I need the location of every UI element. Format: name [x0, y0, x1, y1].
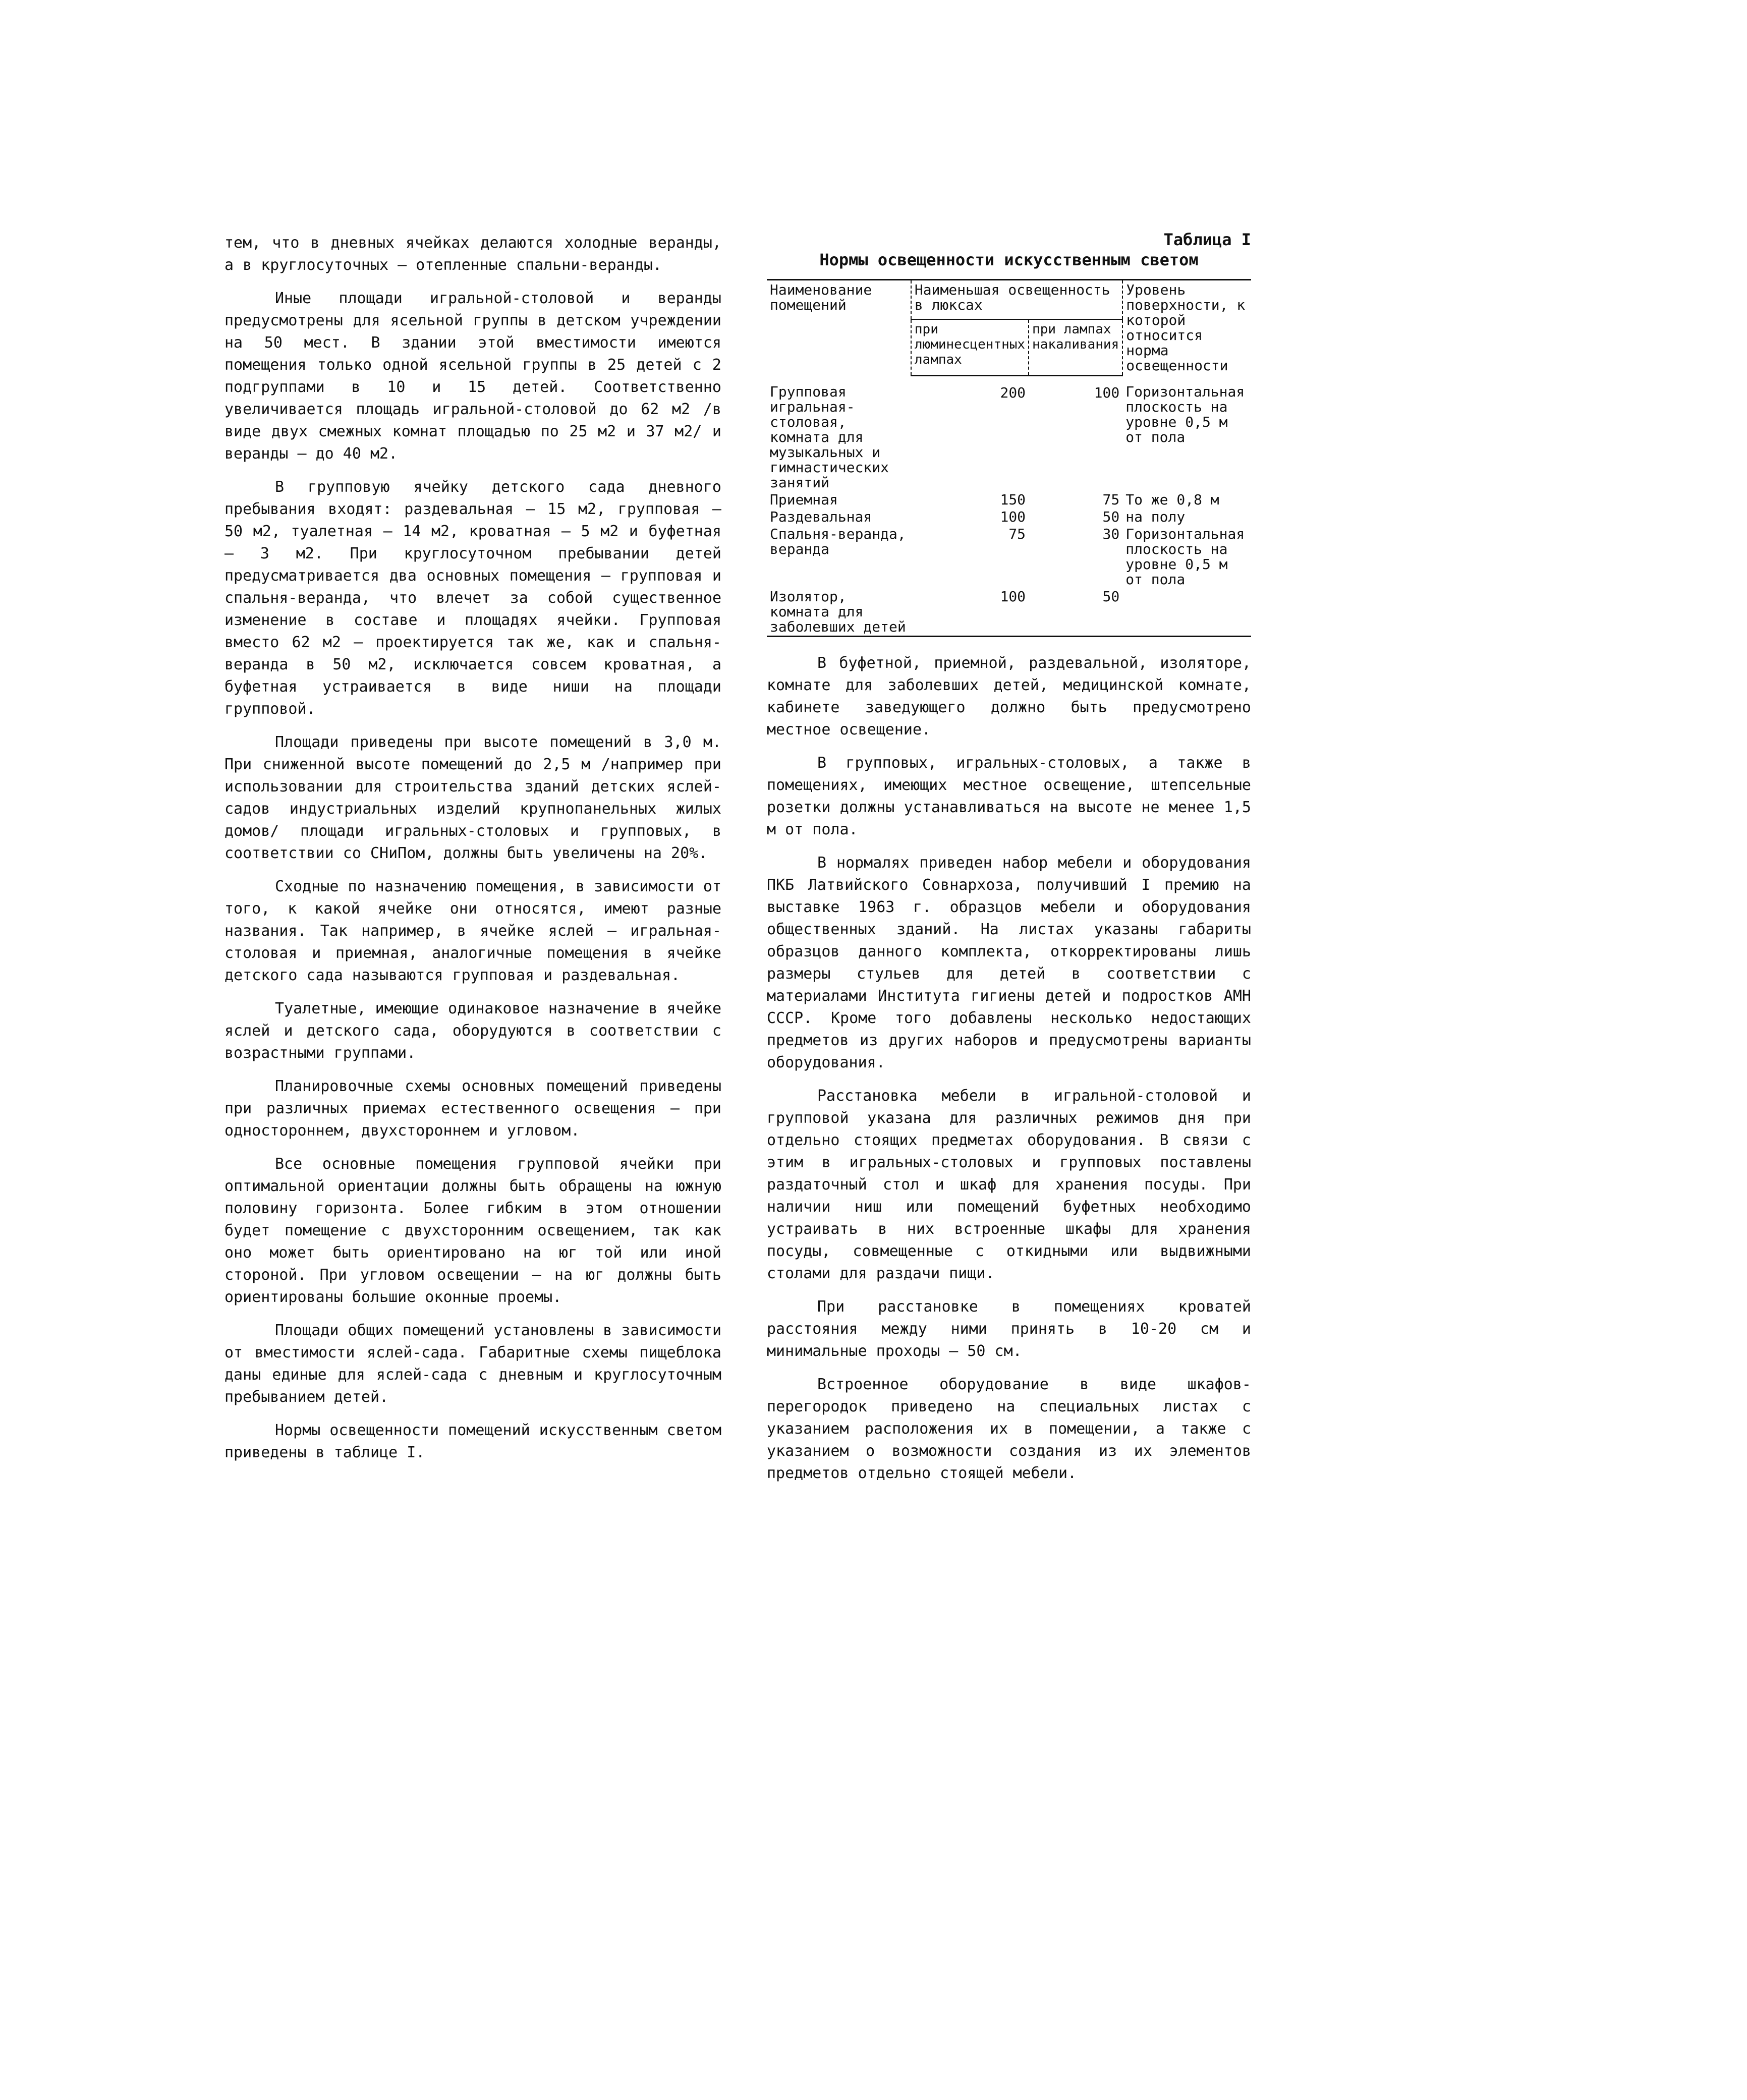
- cell-level: [1122, 588, 1251, 637]
- paragraph: В групповую ячейку детского сада дневного пребывания входят: раздевальная – 15 м2, групповая – 50 м2, туалетная – 14 м2, кроватная – 5 м2 и буфетная – 3 м2. При круглосуточном пребывании детей предусматривается два основных помещения – групповая и спальня-веранда, что влечет за собой существенное изменение в составе и площадях ячейки. Групповая вместо 62 м2 – проектируется так же, как и спальня-веранда в 50 м2, исключается совсем кроватная, а буфетная устраивается в виде ниши на площади групповой.: [224, 478, 721, 718]
- paragraph: Встроенное оборудование в виде шкафов-перегородок приведено на специальных листах с указанием расположения их в помещении, а также с указанием о возможности создания из их элементов предметов отдельно стоящей мебели.: [767, 1376, 1251, 1482]
- paragraph: Все основные помещения групповой ячейки при оптимальной ориентации должны быть обращены на южную половину горизонта. Более гибким в этом отношении будет помещение с двухсторонним освещением, так как оно может быть ориентировано на юг той или иной стороной. При угловом освещении – на юг должны быть ориентированы большие оконные проемы.: [224, 1155, 721, 1306]
- table-label: Таблица I: [1163, 230, 1251, 249]
- cell-room: Приемная: [770, 491, 838, 508]
- cell-incandescent: 100: [1094, 384, 1120, 401]
- header-min-lux: Наименьшая освещенность в люксах: [911, 280, 1122, 319]
- cell-fluorescent: 75: [1008, 526, 1026, 542]
- cell-level: То же 0,8 м: [1125, 491, 1219, 508]
- paragraph: тем, что в дневных ячейках делаются холодные веранды, а в круглосуточных – отепленные спальни-веранды.: [224, 234, 721, 274]
- paragraph: Планировочные схемы основных помещений приведены при различных приемах естественного освещения – при одностороннем, двухстороннем и угловом.: [224, 1077, 721, 1140]
- cell-fluorescent: 100: [1000, 588, 1026, 605]
- table-row: [767, 491, 1251, 508]
- cell-room: Изолятор, комната для заболевших детей: [770, 588, 906, 635]
- cell-fluorescent: 200: [1000, 384, 1026, 401]
- header-surface: Уровень поверхности, к которой относится норма освещенности: [1122, 280, 1251, 376]
- cell-level: Горизонтальная плоскость на уровне 0,5 м от пола: [1125, 526, 1245, 588]
- table-row: [767, 375, 1251, 491]
- cell-room: Групповая игральная-столовая, комната для музыкальных и гимнастических занятий: [770, 383, 889, 491]
- cell-incandescent: 50: [1102, 588, 1120, 605]
- cell-level: на полу: [1125, 508, 1186, 525]
- table-row: [767, 526, 1251, 588]
- header-fluorescent: при люминесцентных лампах: [911, 319, 1029, 375]
- paragraph: Нормы освещенности помещений искусственным светом приведены в таблице I.: [224, 1422, 722, 1461]
- paragraph: Туалетные, имеющие одинаковое назначение в ячейке яслей и детского сада, оборудуются в соответствии с возрастными группами.: [224, 1000, 722, 1062]
- cell-room: Раздевальная: [770, 508, 872, 525]
- cell-room: Спальня-веранда, веранда: [770, 526, 906, 557]
- paragraph: При расстановке в помещениях кроватей расстояния между ними принять в 10-20 см и минимальные проходы – 50 см.: [767, 1298, 1251, 1360]
- paragraph: В групповых, игральных-столовых, а также в помещениях, имеющих местное освещение, штепсельные розетки должны устанавливаться на высоте не менее 1,5 м от пола.: [767, 754, 1251, 838]
- table-row: [767, 508, 1251, 526]
- header-incandescent: при лампах накаливания: [1029, 319, 1122, 375]
- cell-incandescent: 50: [1102, 508, 1120, 525]
- paragraph: Площади общих помещений установлены в зависимости от вместимости яслей-сада. Габаритные схемы пищеблока даны единые для яслей-сада с дневным и круглосуточным пребыванием детей.: [224, 1322, 722, 1406]
- paragraph: Сходные по назначению помещения, в зависимости от того, к какой ячейке они относятся, имеют разные названия. Так например, в ячейке яслей – игральная-столовая и приемная, аналогичные помещения в ячейке детского сада называются групповая и раздевальная.: [224, 878, 722, 984]
- cell-incandescent: 30: [1102, 526, 1120, 542]
- left-text-column: [224, 232, 721, 1475]
- table-title: Нормы освещенности искусственным светом: [819, 250, 1199, 269]
- table-row: [767, 588, 1251, 637]
- illumination-table: [767, 279, 1251, 637]
- paragraph: Расстановка мебели в игральной-столовой и групповой указана для различных режимов дня при отдельно стоящих предметах оборудования. В связи с этим в игральных-столовых и групповых поставлены раздаточный стол и шкаф для хранения посуды. При наличии ниш или помещений буфетных необходимо устраивать в них встроенные шкафы для хранения посуды, совмещенные с откидными или выдвижными столами для раздачи пищи.: [767, 1087, 1251, 1282]
- right-text-column: [767, 230, 1251, 1496]
- cell-incandescent: 75: [1102, 491, 1120, 508]
- header-room: Наименование помещений: [770, 281, 872, 313]
- cell-fluorescent: 150: [1000, 491, 1026, 508]
- cell-fluorescent: 100: [1000, 508, 1026, 525]
- paragraph: В нормалях приведен набор мебели и оборудования ПКБ Латвийского Совнархоза, получивший I премию на выставке 1963 г. образцов мебели и оборудования общественных зданий. На листах указаны габариты образцов данного комплекта, откорректированы лишь размеры стульев для детей в соответствии с материалами Института гигиены детей и подростков АМН СССР. Кроме того добавлены несколько недостающих предметов из других наборов и предусмотрены варианты оборудования.: [767, 854, 1251, 1071]
- paragraph: Иные площади игральной-столовой и веранды предусмотрены для ясельной группы в детском учреждении на 50 мест. В здании этой вместимости имеются помещения только одной ясельной группы в 25 детей с 2 подгруппами в 10 и 15 детей. Соответственно увеличивается площадь игральной-столовой до 62 м2 /в виде двух смежных комнат площадью по 25 м2 и 37 м2/ и веранды – до 40 м2.: [224, 290, 721, 463]
- paragraph: В буфетной, приемной, раздевальной, изоляторе, комнате для заболевших детей, медицинской комнате, кабинете заведующего должно быть предусмотрено местное освещение.: [767, 654, 1251, 739]
- cell-level: Горизонтальная плоскость на уровне 0,5 м от пола: [1125, 383, 1245, 445]
- paragraph: Площади приведены при высоте помещений в 3,0 м. При сниженной высоте помещений до 2,5 м /например при использовании для строительства зданий детских яслей-садов индустриальных изделий крупнопанельных жилых домов/ площади игральных-столовых и групповых, в соответствии со СНиПом, должны быть увеличены на 20%.: [224, 733, 721, 862]
